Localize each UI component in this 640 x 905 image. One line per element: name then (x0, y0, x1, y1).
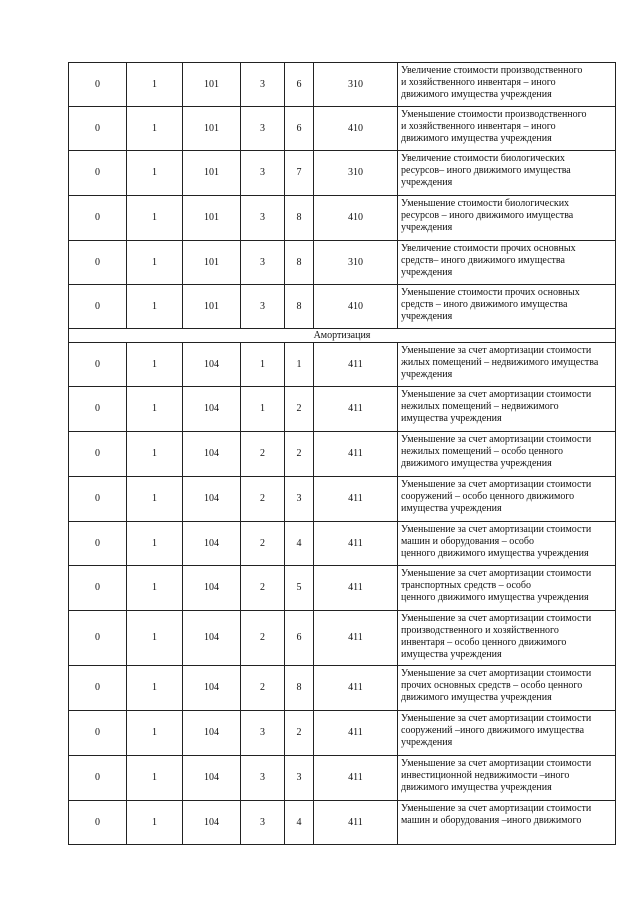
col-sub-cell: 4 (285, 522, 314, 566)
table-row (69, 566, 616, 611)
col-group-cell: 2 (241, 566, 285, 611)
col-b-cell: 1 (127, 343, 183, 387)
col-group-cell: 3 (241, 756, 285, 801)
table-row (69, 285, 616, 329)
col-code-cell: 411 (314, 711, 398, 756)
col-a-cell: 0 (69, 63, 127, 107)
description-line: Уменьшение за счет амортизации стоимости (401, 434, 592, 445)
col-a-cell: 0 (69, 151, 127, 196)
col-sub-cell: 8 (285, 285, 314, 329)
table-row (69, 522, 616, 566)
col-code-cell: 310 (314, 241, 398, 285)
description-line: Уменьшение за счет амортизации стоимости (401, 803, 592, 814)
col-account-cell: 104 (183, 611, 241, 666)
col-b-cell: 1 (127, 756, 183, 801)
description-cell (398, 241, 616, 285)
description-line: нежилых помещений – недвижимого (401, 401, 559, 412)
col-account-cell: 104 (183, 566, 241, 611)
table-row (69, 801, 616, 845)
description-cell (398, 566, 616, 611)
col-b-cell: 1 (127, 285, 183, 329)
description-line: учреждения (401, 369, 453, 380)
col-sub-cell: 1 (285, 343, 314, 387)
col-a-cell: 0 (69, 241, 127, 285)
col-group-cell: 3 (241, 285, 285, 329)
col-account-cell: 101 (183, 107, 241, 151)
description-line: Уменьшение за счет амортизации стоимости (401, 613, 592, 624)
description-cell (398, 711, 616, 756)
description-line: Уменьшение за счет амортизации стоимости (401, 758, 592, 769)
col-account-cell: 104 (183, 477, 241, 522)
col-b-cell: 1 (127, 477, 183, 522)
col-account-cell: 104 (183, 711, 241, 756)
description-line: Уменьшение стоимости прочих основных (401, 287, 580, 298)
col-account-cell: 104 (183, 666, 241, 711)
col-sub-cell: 6 (285, 107, 314, 151)
col-group-cell: 2 (241, 522, 285, 566)
col-account-cell: 104 (183, 343, 241, 387)
col-account-cell: 104 (183, 387, 241, 432)
col-code-cell: 411 (314, 566, 398, 611)
col-b-cell: 1 (127, 611, 183, 666)
col-sub-cell: 2 (285, 711, 314, 756)
col-b-cell: 1 (127, 387, 183, 432)
col-sub-cell: 2 (285, 432, 314, 477)
col-account-cell: 101 (183, 63, 241, 107)
col-a-cell: 0 (69, 522, 127, 566)
description-line: сооружений –иного движимого имущества (401, 725, 585, 736)
col-group-cell: 3 (241, 241, 285, 285)
col-group-cell: 3 (241, 196, 285, 241)
col-sub-cell: 6 (285, 63, 314, 107)
col-b-cell: 1 (127, 666, 183, 711)
description-line: и хозяйственного инвентаря – иного (401, 121, 556, 132)
col-group-cell: 1 (241, 387, 285, 432)
description-line: жилых помещений – недвижимого имущества (401, 357, 599, 368)
col-sub-cell: 6 (285, 611, 314, 666)
description-line: Уменьшение за счет амортизации стоимости (401, 389, 592, 400)
table-row (69, 756, 616, 801)
description-cell (398, 477, 616, 522)
description-cell (398, 285, 616, 329)
table-row (69, 151, 616, 196)
col-account-cell: 104 (183, 801, 241, 845)
col-b-cell: 1 (127, 522, 183, 566)
col-code-cell: 411 (314, 522, 398, 566)
col-group-cell: 1 (241, 343, 285, 387)
col-code-cell: 411 (314, 611, 398, 666)
description-cell (398, 432, 616, 477)
description-line: и хозяйственного инвентаря – иного (401, 77, 556, 88)
description-line: движимого имущества учреждения (401, 782, 552, 793)
description-cell (398, 666, 616, 711)
description-cell (398, 196, 616, 241)
description-line: ресурсов – иного движимого имущества (401, 210, 574, 221)
description-line: Уменьшение за счет амортизации стоимости (401, 479, 592, 490)
description-line: Уменьшение за счет амортизации стоимости (401, 713, 592, 724)
col-code-cell: 411 (314, 343, 398, 387)
col-group-cell: 3 (241, 801, 285, 845)
col-group-cell: 2 (241, 477, 285, 522)
description-line: движимого имущества учреждения (401, 133, 552, 144)
col-group-cell: 2 (241, 432, 285, 477)
col-a-cell: 0 (69, 107, 127, 151)
col-a-cell: 0 (69, 711, 127, 756)
accounts-table (68, 62, 616, 845)
description-cell (398, 801, 616, 845)
description-line: ценного движимого имущества учреждения (401, 548, 589, 559)
col-sub-cell: 7 (285, 151, 314, 196)
col-a-cell: 0 (69, 387, 127, 432)
description-line: Уменьшение стоимости производственного (401, 109, 587, 120)
col-b-cell: 1 (127, 151, 183, 196)
col-code-cell: 411 (314, 666, 398, 711)
description-line: транспортных средств – особо (401, 580, 532, 591)
table-row (69, 666, 616, 711)
section-row (69, 329, 616, 343)
description-line: имущества учреждения (401, 649, 502, 660)
col-a-cell: 0 (69, 801, 127, 845)
description-line: имущества учреждения (401, 503, 502, 514)
description-line: машин и оборудования – особо (401, 536, 534, 547)
col-code-cell: 411 (314, 432, 398, 477)
col-sub-cell: 8 (285, 666, 314, 711)
description-line: инвестиционной недвижимости –иного (401, 770, 570, 781)
description-cell (398, 756, 616, 801)
col-sub-cell: 5 (285, 566, 314, 611)
col-code-cell: 410 (314, 107, 398, 151)
description-cell (398, 611, 616, 666)
table-row (69, 477, 616, 522)
table-body-top (69, 63, 616, 329)
section-label: Амортизация (69, 329, 616, 343)
description-line: машин и оборудования –иного движимого (401, 815, 582, 826)
description-line: Уменьшение стоимости биологических (401, 198, 570, 209)
description-line: прочих основных средств – особо ценного (401, 680, 583, 691)
col-b-cell: 1 (127, 63, 183, 107)
col-group-cell: 2 (241, 666, 285, 711)
description-line: Увеличение стоимости производственного (401, 65, 583, 76)
col-account-cell: 101 (183, 196, 241, 241)
col-code-cell: 310 (314, 151, 398, 196)
description-line: средств – иного движимого имущества (401, 299, 568, 310)
description-line: сооружений – особо ценного движимого (401, 491, 575, 502)
table-row (69, 241, 616, 285)
col-sub-cell: 2 (285, 387, 314, 432)
col-sub-cell: 4 (285, 801, 314, 845)
table-row (69, 432, 616, 477)
description-line: Уменьшение за счет амортизации стоимости (401, 345, 592, 356)
col-a-cell: 0 (69, 196, 127, 241)
description-cell (398, 63, 616, 107)
description-line: ценного движимого имущества учреждения (401, 592, 589, 603)
table-row (69, 63, 616, 107)
description-line: Уменьшение за счет амортизации стоимости (401, 668, 592, 679)
col-account-cell: 104 (183, 522, 241, 566)
table-row (69, 711, 616, 756)
col-b-cell: 1 (127, 566, 183, 611)
description-line: движимого имущества учреждения (401, 89, 552, 100)
table-row (69, 611, 616, 666)
description-line: движимого имущества учреждения (401, 458, 552, 469)
col-sub-cell: 3 (285, 477, 314, 522)
col-group-cell: 3 (241, 107, 285, 151)
description-line: учреждения (401, 311, 453, 322)
table-body-bottom (69, 343, 616, 845)
col-a-cell: 0 (69, 477, 127, 522)
col-code-cell: 411 (314, 756, 398, 801)
col-a-cell: 0 (69, 666, 127, 711)
col-group-cell: 2 (241, 611, 285, 666)
table-body-section (69, 329, 616, 343)
col-b-cell: 1 (127, 711, 183, 756)
col-sub-cell: 8 (285, 196, 314, 241)
description-line: учреждения (401, 737, 453, 748)
description-cell (398, 151, 616, 196)
description-line: ресурсов– иного движимого имущества (401, 165, 571, 176)
table-row (69, 107, 616, 151)
col-a-cell: 0 (69, 566, 127, 611)
description-line: Уменьшение за счет амортизации стоимости (401, 524, 592, 535)
col-account-cell: 101 (183, 285, 241, 329)
col-account-cell: 101 (183, 241, 241, 285)
col-sub-cell: 3 (285, 756, 314, 801)
col-account-cell: 101 (183, 151, 241, 196)
col-a-cell: 0 (69, 285, 127, 329)
description-line: инвентаря – особо ценного движимого (401, 637, 567, 648)
col-b-cell: 1 (127, 432, 183, 477)
col-group-cell: 3 (241, 63, 285, 107)
description-cell (398, 387, 616, 432)
description-line: учреждения (401, 177, 453, 188)
description-line: Увеличение стоимости биологических (401, 153, 565, 164)
description-line: учреждения (401, 267, 453, 278)
col-code-cell: 410 (314, 196, 398, 241)
description-cell (398, 343, 616, 387)
description-line: движимого имущества учреждения (401, 692, 552, 703)
description-line: средств– иного движимого имущества (401, 255, 565, 266)
col-b-cell: 1 (127, 241, 183, 285)
description-line: учреждения (401, 222, 453, 233)
table-row (69, 387, 616, 432)
col-code-cell: 410 (314, 285, 398, 329)
table-row (69, 196, 616, 241)
description-line: нежилых помещений – особо ценного (401, 446, 564, 457)
col-code-cell: 411 (314, 477, 398, 522)
col-b-cell: 1 (127, 196, 183, 241)
col-a-cell: 0 (69, 343, 127, 387)
col-code-cell: 411 (314, 801, 398, 845)
description-line: производственного и хозяйственного (401, 625, 559, 636)
col-account-cell: 104 (183, 432, 241, 477)
table-row (69, 343, 616, 387)
description-cell (398, 107, 616, 151)
description-line: Увеличение стоимости прочих основных (401, 243, 576, 254)
col-code-cell: 310 (314, 63, 398, 107)
col-sub-cell: 8 (285, 241, 314, 285)
col-b-cell: 1 (127, 107, 183, 151)
col-a-cell: 0 (69, 611, 127, 666)
col-a-cell: 0 (69, 756, 127, 801)
description-line: Уменьшение за счет амортизации стоимости (401, 568, 592, 579)
description-cell (398, 522, 616, 566)
col-a-cell: 0 (69, 432, 127, 477)
description-line: имущества учреждения (401, 413, 502, 424)
col-b-cell: 1 (127, 801, 183, 845)
col-group-cell: 3 (241, 151, 285, 196)
col-group-cell: 3 (241, 711, 285, 756)
col-account-cell: 104 (183, 756, 241, 801)
col-code-cell: 411 (314, 387, 398, 432)
